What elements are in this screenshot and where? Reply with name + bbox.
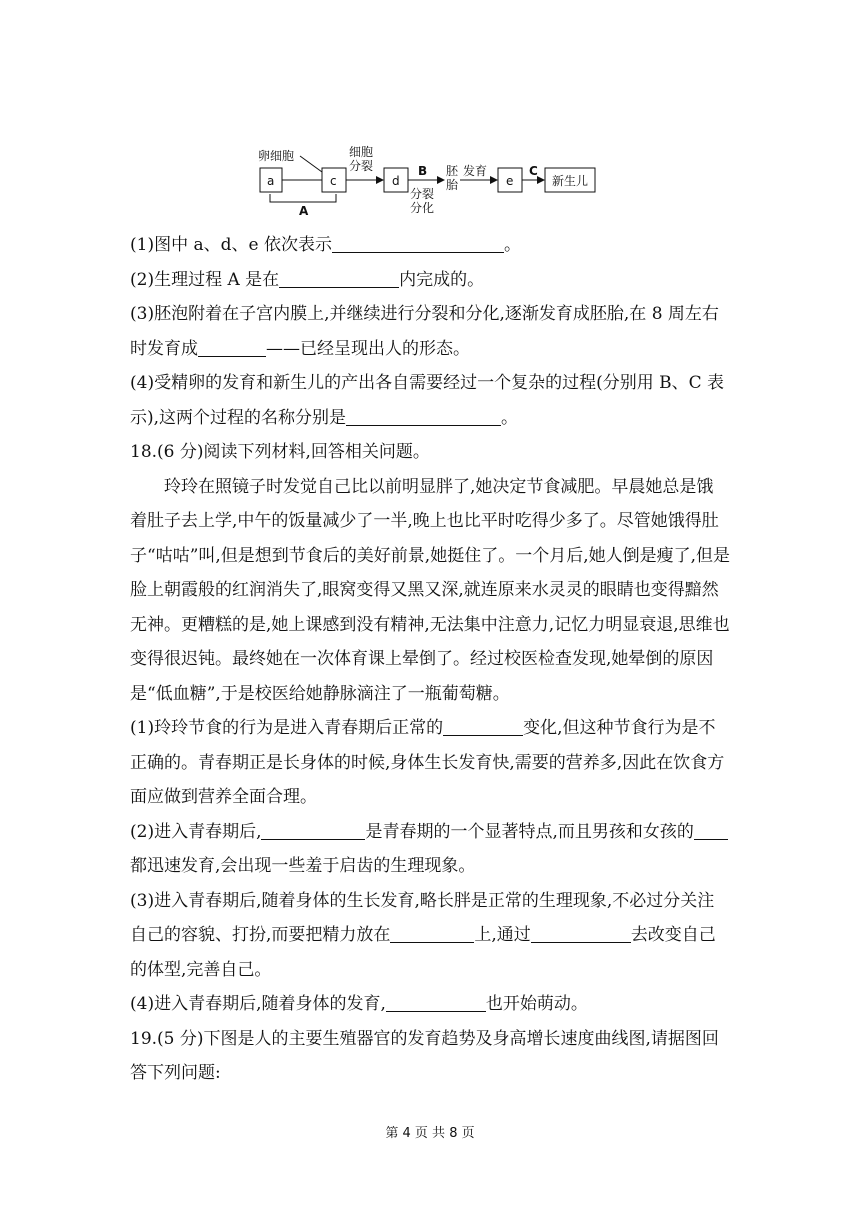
answer-blank[interactable] [332,235,504,253]
answer-blank[interactable] [386,994,486,1012]
cell-division-label-2: 分裂 [349,159,374,173]
answer-blank[interactable] [390,925,474,943]
node-e-label: e [506,174,514,188]
q18-material: 玲玲在照镜子时发觉自己比以前明显胖了,她决定节食减肥。早晨她总是饿着肚子去上学,中午的饭量减少了一半,晚上也比平时吃得少多了。尽管她饿得肚子“咕咕”叫,但是想到节食后的美好前景,她挺住了。一个月后,她人倒是瘦了,但是脸上朝霞般的红润消失了,眼窝变得又黑又深,就连原来水灵灵的眼睛也变得黯然无神。更糟糕的是,她上课感到没有精神,无法集中注意力,记忆力明显衰退,思维也变得很迟钝。最终她在一次体育课上晕倒了。经过校医检查发现,她晕倒的原因是“低血糖”,于是校医给她静脉滴注了一瓶葡萄糖。 [130,476,730,704]
egg-cell-pointer [300,156,322,172]
newborn-label: 新生儿 [552,174,589,188]
cell-division-label-1: 细胞 [349,145,374,159]
node-d-label: d [392,174,400,188]
answer-blank[interactable] [346,408,501,426]
q18-part2: (2)进入青春期后, 是青春期的一个显著特点,而且男孩和女孩的都迅速发育,会出现一些羞于启齿的生理现象。 [130,815,730,884]
process-b-label: B [418,164,428,178]
diagram-svg [250,138,610,222]
q18-part4: (4)进入青春期后,随着身体的发育, 也开始萌动。 [130,994,588,1014]
q18-part3: (3)进入青春期后,随着身体的生长发育,略长胖是正常的生理现象,不必过分关注自己的容貌、打扮,而要把精力放在 上,通过 去改变自己的体型,完善自己。 [130,890,716,980]
node-a-label: a [267,174,275,188]
bracket-a [270,194,336,202]
q18-title: 18.(6 分)阅读下列材料,回答相关问题。 [130,442,430,462]
answer-blank[interactable] [198,339,266,357]
q19-title: 19.(5 分)下图是人的主要生殖器官的发育趋势及身高增长速度曲线图,请据图回答下列问题: [130,1028,719,1083]
q17-part4: (4)受精卵的发育和新生儿的产出各自需要经过一个复杂的过程(分别用 B、C 表示),这两个过程的名称分别是 。 [130,373,725,428]
develop-label: 发育 [463,164,488,178]
embryo-label-2: 胎 [446,178,459,192]
exam-content [130,228,730,1091]
embryo-label-1: 胚 [446,164,459,178]
differentiate-label: 分化 [410,201,435,215]
q17-part2: (2)生理过程 A 是在 内完成的。 [130,269,485,290]
answer-blank[interactable] [531,925,631,943]
process-c-label: C [529,164,538,178]
answer-blank[interactable] [261,822,365,840]
split-label: 分裂 [410,187,435,201]
answer-blank[interactable] [694,822,728,840]
page-footer: 第 4 页 共 8 页 [385,1126,475,1141]
q17-part3: (3)胚泡附着在子宫内膜上,并继续进行分裂和分化,逐渐发育成胚胎,在 8 周左右时发育成 ——已经呈现出人的形态。 [130,304,719,359]
process-a-label: A [299,204,309,218]
node-c-label: c [330,174,337,188]
answer-blank[interactable] [279,270,399,288]
egg-cell-label: 卵细胞 [258,149,295,163]
answer-blank[interactable] [443,718,523,736]
fertilization-development-diagram [250,138,610,222]
q18-part1: (1)玲玲节食的行为是进入青春期后正常的 变化,但这种节食行为是不正确的。青春期正是长身体的时候,身体生长发育快,需要的营养多,因此在饮食方面应做到营养全面合理。 [130,718,725,807]
q17-part1: (1)图中 a、d、e 依次表示 。 [130,235,521,255]
